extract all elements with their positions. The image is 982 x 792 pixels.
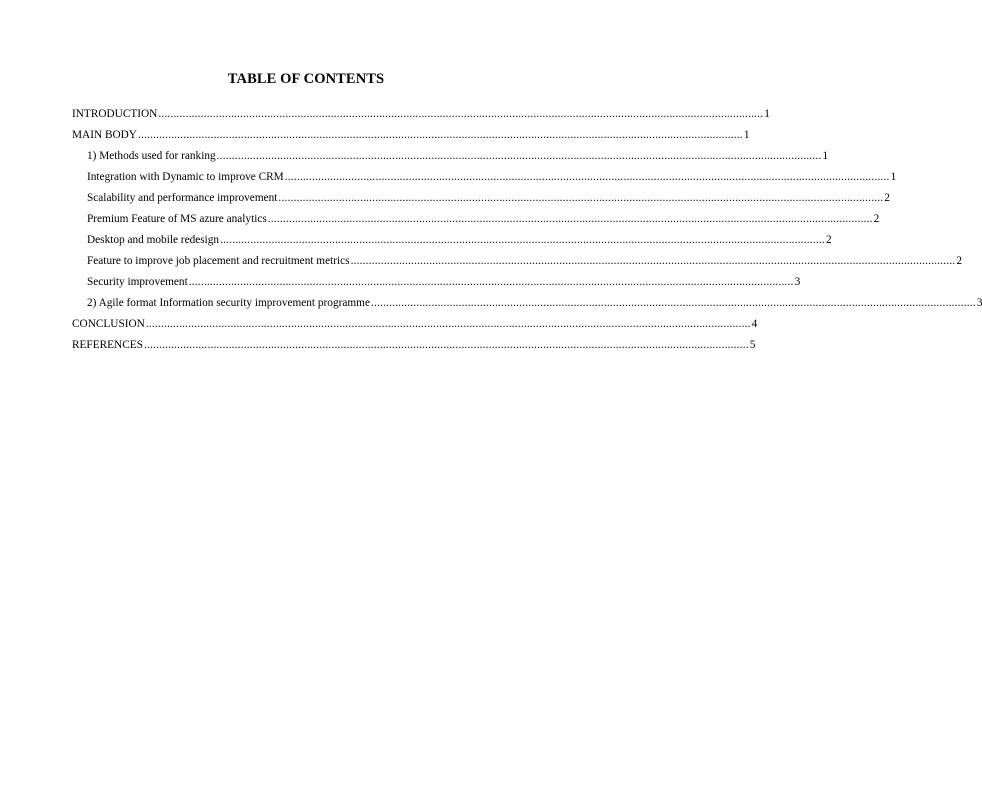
toc-dot-leader: ........................................................................................................................................................................................................ xyxy=(284,171,890,183)
toc-entry-page-number: 2 xyxy=(873,213,880,225)
toc-entry[interactable] xyxy=(72,164,897,185)
toc-entry[interactable] xyxy=(72,311,758,332)
toc-entry-page-number: 2 xyxy=(825,234,832,246)
toc-dot-leader: ........................................................................................................................................................................................................ xyxy=(145,318,751,330)
toc-entry-label: INTRODUCTION xyxy=(72,108,158,120)
toc-dot-leader: ........................................................................................................................................................................................................ xyxy=(220,234,825,246)
toc-entry-label: Feature to improve job placement and recruitment metrics xyxy=(87,255,350,267)
toc-entry-label: Scalability and performance improvement xyxy=(87,192,278,204)
toc-dot-leader: ........................................................................................................................................................................................................ xyxy=(278,192,884,204)
toc-entry[interactable] xyxy=(72,227,832,248)
toc-entry-label: REFERENCES xyxy=(72,339,143,351)
toc-entry-page-number: 1 xyxy=(890,171,897,183)
toc-entry-page-number: 1 xyxy=(764,108,770,120)
toc-list xyxy=(72,101,982,353)
toc-dot-leader: ........................................................................................................................................................................................................ xyxy=(158,108,764,120)
toc-dot-leader: ........................................................................................................................................................................................................ xyxy=(216,150,822,162)
toc-dot-leader: ........................................................................................................................................................................................................ xyxy=(137,129,743,141)
toc-entry-label: CONCLUSION xyxy=(72,318,145,330)
toc-entry-page-number: 5 xyxy=(749,339,756,351)
toc-entry[interactable] xyxy=(72,122,750,143)
toc-title: TABLE OF CONTENTS xyxy=(227,71,385,87)
toc-entry-label: 2) Agile format Information security improvement programme xyxy=(87,297,370,309)
toc-entry-label: 1) Methods used for ranking xyxy=(87,150,216,162)
toc-entry[interactable] xyxy=(72,248,963,269)
toc-entry-label: Integration with Dynamic to improve CRM xyxy=(87,171,284,183)
toc-entry-page-number: 2 xyxy=(884,192,890,204)
toc-entry-label: Desktop and mobile redesign xyxy=(87,234,220,246)
toc-entry[interactable] xyxy=(72,143,829,164)
toc-entry[interactable] xyxy=(72,269,801,290)
toc-entry[interactable] xyxy=(72,101,770,122)
toc-dot-leader: ........................................................................................................................................................................................................ xyxy=(188,276,794,288)
toc-entry-page-number: 4 xyxy=(751,318,758,330)
toc-entry-page-number: 2 xyxy=(956,255,963,267)
toc-entry-page-number: 3 xyxy=(794,276,801,288)
toc-dot-leader: ........................................................................................................................................................................................................ xyxy=(350,255,956,267)
toc-dot-leader: ........................................................................................................................................................................................................ xyxy=(267,213,873,225)
toc-entry-page-number: 1 xyxy=(822,150,829,162)
toc-entry-label: Security improvement xyxy=(87,276,188,288)
toc-dot-leader: ........................................................................................................................................................................................................ xyxy=(143,339,749,351)
toc-entry[interactable] xyxy=(72,290,982,311)
toc-entry[interactable] xyxy=(72,206,880,227)
toc-dot-leader: ........................................................................................................................................................................................................ xyxy=(370,297,976,309)
toc-entry-label: Premium Feature of MS azure analytics xyxy=(87,213,267,225)
toc-entry-label: MAIN BODY xyxy=(72,129,137,141)
toc-entry-page-number: 1 xyxy=(743,129,750,141)
toc-entry[interactable] xyxy=(72,185,890,206)
toc-entry[interactable] xyxy=(72,332,756,353)
toc-entry-page-number: 3 xyxy=(976,297,982,309)
